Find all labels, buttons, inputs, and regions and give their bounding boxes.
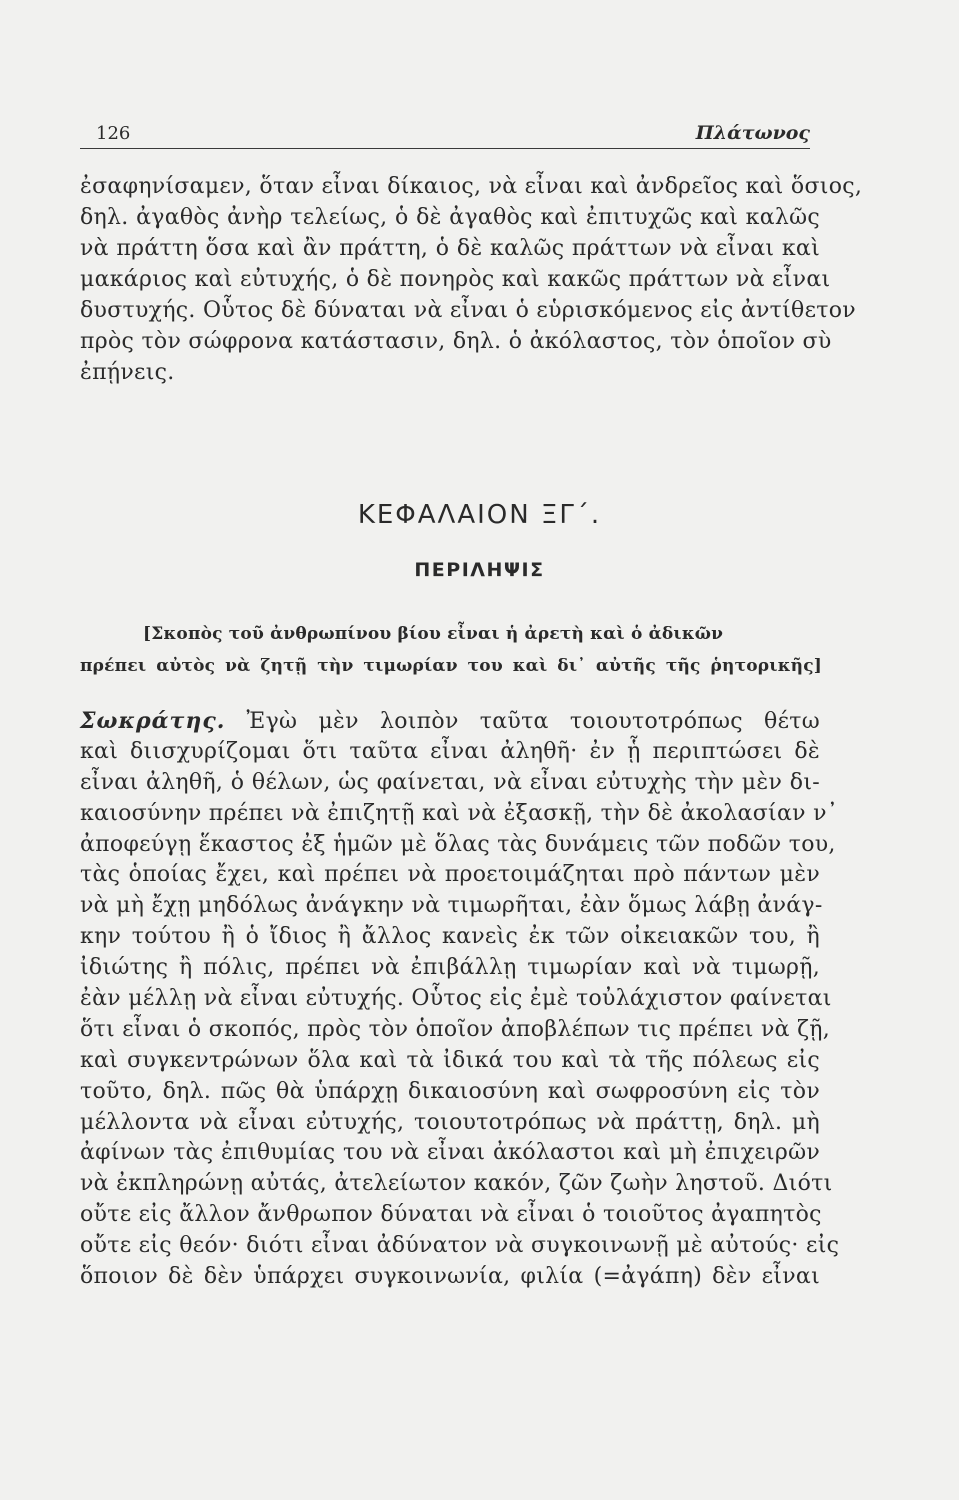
text-line: καὶ συγκεντρώνων ὅλα καὶ τὰ ἰδικά του καὶ τὰ τῆς πόλεως εἰς xyxy=(80,1047,820,1073)
summary-title: ΠΕΡΙΛΗΨΙΣ xyxy=(414,559,545,581)
text-line: δηλ. ἀγαθὸς ἀνὴρ τελείως, ὁ δὲ ἀγαθὸς καὶ ἐπιτυχῶς καὶ καλῶς xyxy=(80,205,820,230)
chapter-summary xyxy=(80,618,822,682)
text-line: καὶ διισχυρίζομαι ὅτι ταῦτα εἶναι ἀληθῆ· ἐν ᾗ περιπτώσει δὲ xyxy=(80,738,820,764)
text-line: νὰ ἐκπληρώνῃ αὐτάς, ἀτελείωτον κακόν, ζῶν ζωὴν ληστοῦ. Διότι xyxy=(80,1171,833,1197)
text-line: τοῦτο, δηλ. πῶς θὰ ὑπάρχῃ δικαιοσύνη καὶ σωφροσύνη εἰς τὸν xyxy=(80,1078,820,1104)
text-line: δυστυχής. Οὗτος δὲ δύναται νὰ εἶναι ὁ εὑρισκόμενος εἰς ἀντίθετον xyxy=(80,298,856,323)
text-line: ἐὰν μέλλῃ νὰ εἶναι εὐτυχής. Οὗτος εἰς ἐμὲ τοὐλάχιστον φαίνεται xyxy=(80,986,832,1012)
text-line: πρὸς τὸν σώφρονα κατάστασιν, δηλ. ὁ ἀκόλαστος, τὸν ὁποῖον σὺ xyxy=(80,329,832,354)
speaker-name: Σωκράτης. xyxy=(80,708,226,734)
chapter-heading: ΚΕΦΑΛΑΙΟΝ ΞΓ΄. xyxy=(357,500,602,530)
text-line: νὰ πράττη ὅσα καὶ ἂν πράττη, ὁ δὲ καλῶς πράττων νὰ εἶναι καὶ xyxy=(80,236,820,261)
text-line: τὰς ὁποίας ἔχει, καὶ πρέπει νὰ προετοιμάζηται πρὸ πάντων μὲν xyxy=(80,862,820,888)
page-header xyxy=(80,122,810,144)
text-line: ἐσαφηνίσαμεν, ὅταν εἶναι δίκαιος, νὰ εἶναι καὶ ἀνδρεῖος καὶ ὅσιος, xyxy=(80,174,863,199)
running-title: Πλάτωνος xyxy=(695,122,810,144)
text-line-first xyxy=(80,706,820,737)
text-line: νὰ μὴ ἔχῃ μηδόλως ἀνάγκην νὰ τιμωρῆται, ἐὰν ὅμως λάβῃ ἀνάγ- xyxy=(80,893,823,919)
header-rule xyxy=(80,148,810,149)
text-line: ἀφίνων τὰς ἐπιθυμίας του νὰ εἶναι ἀκόλαστοι καὶ μὴ ἐπιχειρῶν xyxy=(80,1140,820,1166)
text-line: ἐπῄνεις. xyxy=(80,360,175,385)
text-line: ὅτι εἶναι ὁ σκοπός, πρὸς τὸν ὁποῖον ἀποβλέπων τις πρέπει νὰ ζῇ, xyxy=(80,1016,831,1042)
text-line: μέλλοντα νὰ εἶναι εὐτυχής, τοιουτοτρόπως νὰ πράττῃ, δηλ. μὴ xyxy=(80,1109,820,1135)
summary-line: πρέπει αὐτὸς νὰ ζητῇ τὴν τιμωρίαν του καὶ δι᾽ αὐτῆς τῆς ῥητορικῆς] xyxy=(80,656,822,676)
text-line: καιοσύνην πρέπει νὰ ἐπιζητῇ καὶ νὰ ἐξασκῇ, τὴν δὲ ἀκολασίαν ν᾽ xyxy=(80,800,839,826)
text-line: οὔτε εἰς ἄλλον ἄνθρωπον δύναται νὰ εἶναι ὁ τοιοῦτος ἀγαπητὸς xyxy=(80,1202,822,1228)
text-line: ὅποιον δὲ δὲν ὑπάρχει συγκοινωνία, φιλία (=ἀγάπη) δὲν εἶναι xyxy=(80,1264,820,1290)
text-line: οὔτε εἰς θεόν· διότι εἶναι ἀδύνατον νὰ συγκοινωνῇ μὲ αὐτούς· εἰς xyxy=(80,1233,840,1259)
text-line: κην τούτου ἢ ὁ ἴδιος ἢ ἄλλος κανεὶς ἐκ τῶν οἰκειακῶν του, ἢ xyxy=(80,924,820,950)
text-line: μακάριος καὶ εὐτυχής, ὁ δὲ πονηρὸς καὶ κακῶς πράττων νὰ εἶναι xyxy=(80,267,831,292)
text-line: Ἐγὼ μὲν λοιπὸν ταῦτα τοιουτοτρόπως θέτω xyxy=(246,709,820,734)
text-line: ἀποφεύγῃ ἕκαστος ἐξ ἡμῶν μὲ ὅλας τὰς δυνάμεις τῶν ποδῶν του, xyxy=(80,831,836,857)
text-line: εἶναι ἀληθῆ, ὁ θέλων, ὡς φαίνεται, νὰ εἶναι εὐτυχὴς τὴν μὲν δι- xyxy=(80,769,820,795)
page-number: 126 xyxy=(96,123,131,144)
paragraph-socrates xyxy=(80,706,840,1293)
summary-line: [Σκοπὸς τοῦ ἀνθρωπίνου βίου εἶναι ἡ ἀρετὴ καὶ ὁ ἀδικῶν xyxy=(143,624,724,644)
paragraph-previous-chapter-end xyxy=(80,171,863,388)
text-line: ἰδιώτης ἢ πόλις, πρέπει νὰ ἐπιβάλλῃ τιμωρίαν καὶ νὰ τιμωρῇ, xyxy=(80,955,820,981)
